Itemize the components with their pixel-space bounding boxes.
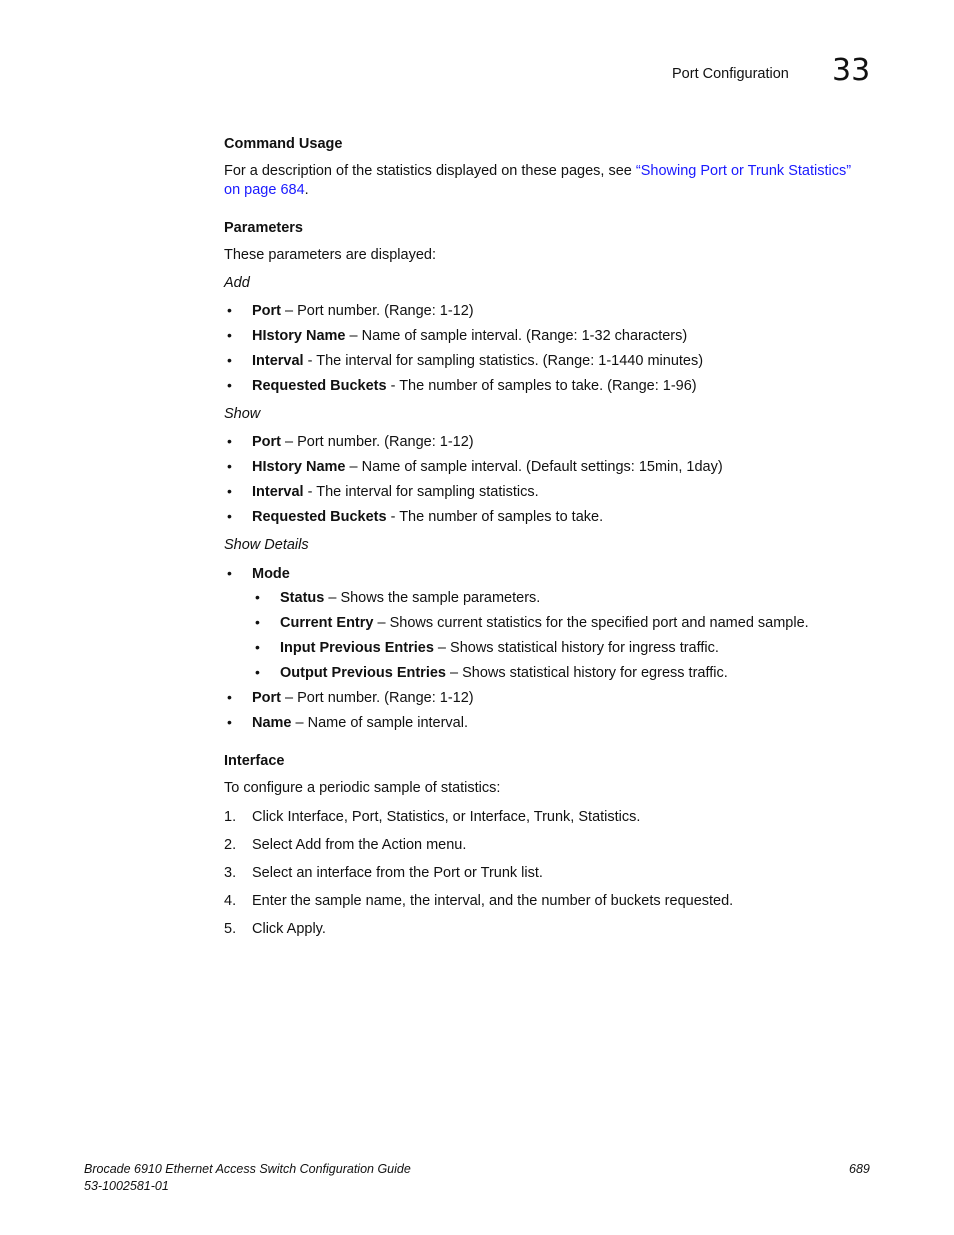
list-item-description: – Port number. (Range: 1-12) — [281, 434, 474, 450]
bullet-icon: • — [227, 689, 232, 705]
list-item-description: - The interval for sampling statistics. (Range: 1-1440 minutes) — [303, 353, 704, 369]
list-item-term: Port — [252, 303, 281, 319]
list-item — [252, 690, 474, 706]
list-item — [252, 328, 687, 344]
list-item-description: – Name of sample interval. — [291, 715, 468, 731]
bullet-icon: • — [255, 664, 260, 680]
list-item-description: - The number of samples to take. (Range: 1-96) — [386, 378, 697, 394]
step-number: 3. — [224, 865, 237, 881]
list-item-term: Current Entry — [280, 615, 374, 631]
list-item-term: Port — [252, 690, 281, 706]
list-item — [252, 509, 603, 525]
bullet-icon: • — [227, 433, 232, 449]
bullet-icon: • — [227, 508, 232, 524]
footer-page-number: 689 — [849, 1162, 870, 1176]
list-item-term: Requested Buckets — [252, 378, 387, 394]
bullet-icon: • — [227, 377, 232, 393]
list-item — [252, 434, 474, 450]
list-item — [252, 459, 723, 475]
bullet-icon: • — [255, 614, 260, 630]
command-usage-text-after: . — [304, 182, 309, 198]
bullet-icon: • — [255, 589, 260, 605]
command-usage-text-line2 — [224, 182, 309, 198]
step-number: 5. — [224, 921, 237, 937]
footer-title: Brocade 6910 Ethernet Access Switch Configuration Guide — [84, 1162, 411, 1176]
bullet-icon: • — [227, 352, 232, 368]
statistics-link-page[interactable]: on page 684 — [224, 182, 305, 198]
list-item-term: Requested Buckets — [252, 509, 387, 525]
step-text: Click Apply. — [252, 921, 326, 937]
list-item — [252, 353, 703, 369]
show-label: Show — [224, 406, 261, 422]
list-item-description: – Shows statistical history for ingress traffic. — [433, 640, 719, 656]
step-text: Select Add from the Action menu. — [252, 837, 467, 853]
list-item — [280, 640, 719, 656]
list-item-term: Status — [280, 590, 325, 606]
list-item-description: – Shows the sample parameters. — [324, 590, 541, 606]
list-item-description: – Port number. (Range: 1-12) — [281, 303, 474, 319]
show-details-label: Show Details — [224, 537, 309, 553]
step-number: 2. — [224, 837, 237, 853]
list-item-term: Interval — [252, 484, 304, 500]
chapter-number: 33 — [832, 53, 871, 88]
list-item-term: Input Previous Entries — [280, 640, 434, 656]
list-item-description: – Port number. (Range: 1-12) — [281, 690, 474, 706]
list-item-description: – Name of sample interval. (Range: 1-32 characters) — [345, 328, 688, 344]
command-usage-text-before: For a description of the statistics displayed on these pages, see — [224, 163, 636, 179]
list-item-description: - The number of samples to take. — [386, 509, 604, 525]
bullet-icon: • — [255, 639, 260, 655]
chapter-title: Port Configuration — [672, 66, 789, 82]
command-usage-heading: Command Usage — [224, 136, 343, 152]
step-text: Enter the sample name, the interval, and the number of buckets requested. — [252, 893, 734, 909]
list-item-description: - The interval for sampling statistics. — [303, 484, 539, 500]
list-item-term: Output Previous Entries — [280, 665, 446, 681]
step-number: 1. — [224, 809, 237, 825]
list-item — [280, 590, 540, 606]
list-item — [280, 665, 728, 681]
footer-doc-number: 53-1002581-01 — [84, 1179, 169, 1193]
bullet-icon: • — [227, 483, 232, 499]
command-usage-text — [224, 163, 851, 179]
bullet-icon: • — [227, 458, 232, 474]
list-item-term: HIstory Name — [252, 459, 346, 475]
add-label: Add — [224, 275, 250, 291]
bullet-icon: • — [227, 714, 232, 730]
parameters-heading: Parameters — [224, 220, 303, 236]
list-item — [252, 378, 697, 394]
interface-intro: To configure a periodic sample of statistics: — [224, 780, 501, 796]
list-item-term: Name — [252, 715, 292, 731]
interface-heading: Interface — [224, 753, 285, 769]
list-item — [252, 566, 290, 582]
bullet-icon: • — [227, 302, 232, 318]
parameters-intro: These parameters are displayed: — [224, 247, 436, 263]
statistics-link[interactable]: “Showing Port or Trunk Statistics” — [635, 163, 852, 179]
step-number: 4. — [224, 893, 237, 909]
list-item — [252, 303, 474, 319]
list-item-term: HIstory Name — [252, 328, 346, 344]
list-item — [280, 615, 809, 631]
list-item-term: Mode — [252, 566, 290, 582]
step-text: Select an interface from the Port or Trunk list. — [252, 865, 543, 881]
list-item-description: – Shows current statistics for the specified port and named sample. — [373, 615, 809, 631]
list-item-term: Port — [252, 434, 281, 450]
list-item-description: – Name of sample interval. (Default settings: 15min, 1day) — [345, 459, 723, 475]
bullet-icon: • — [227, 565, 232, 581]
list-item — [252, 484, 539, 500]
list-item-term: Interval — [252, 353, 304, 369]
step-text: Click Interface, Port, Statistics, or Interface, Trunk, Statistics. — [252, 809, 641, 825]
bullet-icon: • — [227, 327, 232, 343]
list-item — [252, 715, 468, 731]
list-item-description: – Shows statistical history for egress traffic. — [445, 665, 728, 681]
